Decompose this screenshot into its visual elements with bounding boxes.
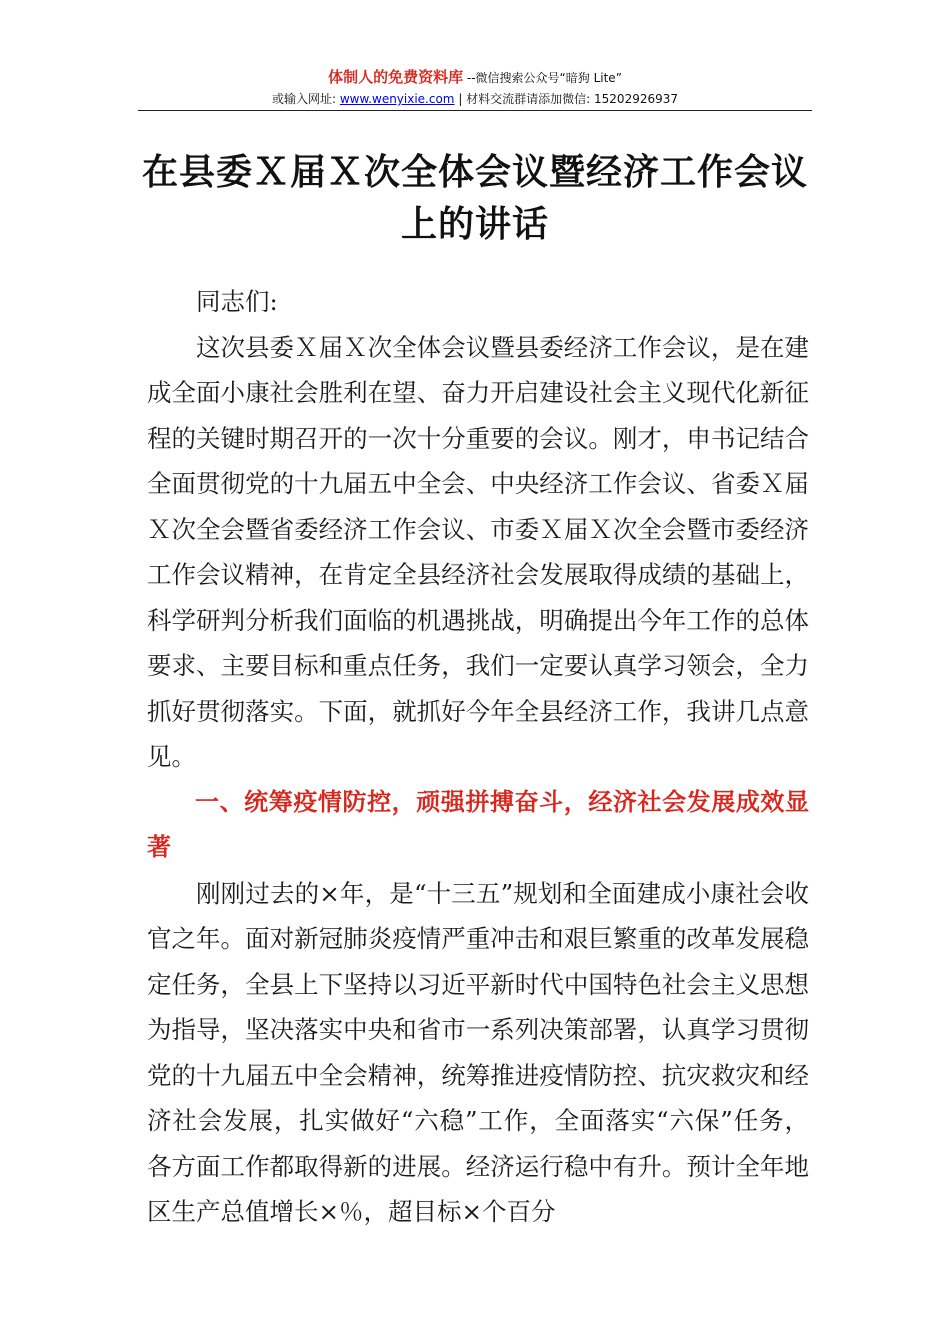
paragraph-intro: 这次县委Ｘ届Ｘ次全体会议暨县委经济工作会议，是在建成全面小康社会胜利在望、奋力开启建设社会主义现代化新征程的关键时期召开的一次十分重要的会议。刚才，申书记结合全面贯彻党的十九届五中全会、中央经济工作会议、省委Ｘ届Ｘ次全会暨省委经济工作会议、市委Ｘ届Ｘ次全会暨市委经济工作会议精神，在肯定全县经济社会发展取得成绩的基础上，科学研判分析我们面临的机遇挑战，明确提出今年工作的总体要求、主要目标和重点任务，我们一定要认真学习领会，全力抓好贯彻落实。下面，就抓好今年全县经济工作，我讲几点意见。: [147, 332, 809, 771]
header-divider: [138, 110, 812, 111]
title-line-1: 在县委Ｘ届Ｘ次全体会议暨经济工作会议: [141, 151, 808, 193]
header-url-prefix: 或输入网址:: [271, 92, 340, 106]
header-contact: | 材料交流群请添加微信: 15202926937: [454, 92, 679, 106]
header-brand: 体制人的免费资料库: [328, 68, 464, 86]
salutation: 同志们:: [196, 287, 278, 316]
page-header: [138, 66, 812, 109]
section-heading-1: 一、统筹疫情防控，顽强拼搏奋斗，经济社会发展成效显著: [147, 787, 809, 861]
document-body: [147, 279, 809, 1235]
paragraph-section-1: 刚刚过去的×年，是“十三五”规划和全面建成小康社会收官之年。面对新冠肺炎疫情严重冲击和艰巨繁重的改革发展稳定任务，全县上下坚持以习近平新时代中国特色社会主义思想为指导，坚决落实中央和省市一系列决策部署，认真学习贯彻党的十九届五中全会精神，统筹推进疫情防控、抗灾救灾和经济社会发展，扎实做好“六稳”工作，全面落实“六保”任务，各方面工作都取得新的进展。经济运行稳中有升。预计全年地区生产总值增长×％，超目标×个百分: [147, 878, 809, 1226]
document-title: [140, 146, 810, 250]
header-url-link[interactable]: www.wenyixie.com: [339, 92, 455, 106]
title-line-2: 上的讲话: [400, 203, 549, 245]
header-line-2: [138, 89, 812, 109]
header-line-1: [138, 66, 812, 89]
header-subtitle: --微信搜索公众号“暗狗 Lite”: [463, 71, 622, 85]
